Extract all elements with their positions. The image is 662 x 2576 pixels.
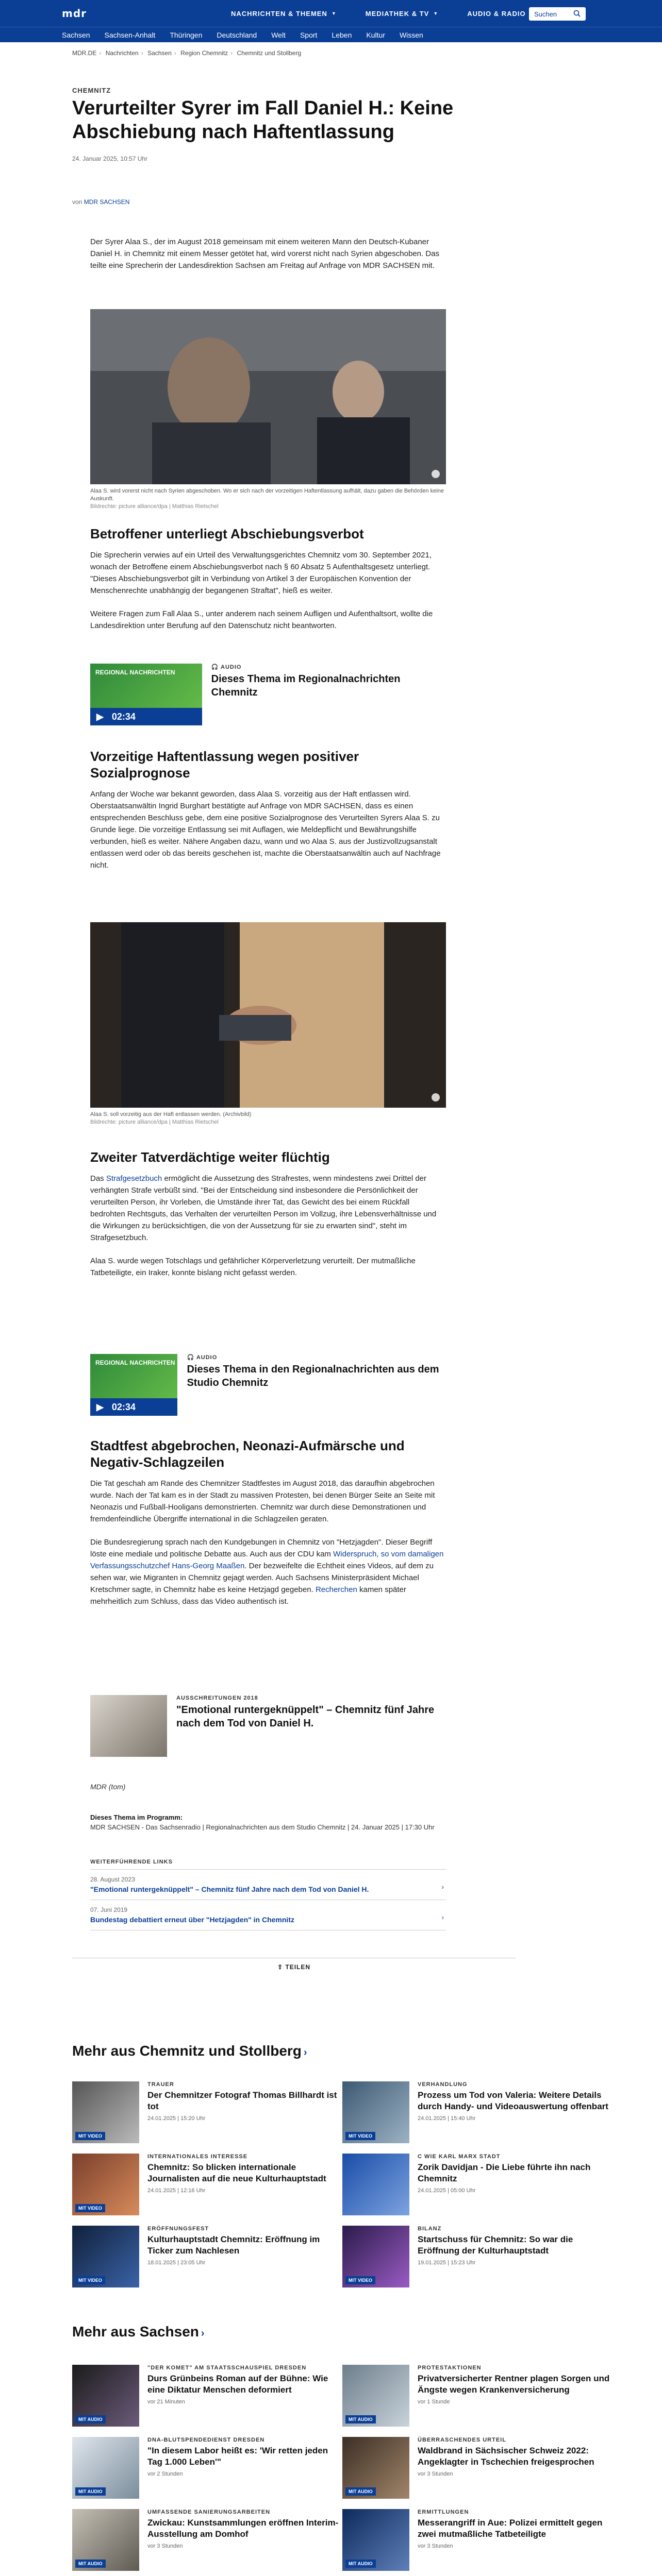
breadcrumb-item[interactable]: Sachsen bbox=[147, 49, 172, 57]
card-thumbnail[interactable] bbox=[342, 2437, 409, 2499]
card-meta bbox=[418, 2154, 610, 2215]
card-meta bbox=[418, 2081, 610, 2143]
paragraph bbox=[90, 1173, 446, 1244]
strafgesetzbuch-link[interactable]: Strafgesetzbuch bbox=[106, 1174, 162, 1183]
nav-kultur[interactable]: Kultur bbox=[366, 30, 385, 39]
program-text: MDR SACHSEN - Das Sachsenradio | Regionalnachrichten aus dem Studio Chemnitz | 24. Januar 2025 | 17:30 Uhr bbox=[90, 1823, 435, 1831]
audio-label-text: AUDIO bbox=[221, 664, 242, 670]
paragraph bbox=[90, 1536, 446, 1607]
card-date: vor 3 Stunden bbox=[418, 2543, 453, 2549]
lead-text: Der Syrer Alaa S., der im August 2018 gemeinsam mit einem weiteren Mann den Deutsch-Kubaner Daniel H. in Chemnitz mit einem Messer getötet hat, wird vorerst nicht nach Syrien abgeschoben. Das teilte eine Sprecherin der Landesdirektion Sachsen am Freitag auf Anfrage von MDR SACHSEN mit. bbox=[90, 238, 439, 270]
tab-label: MEDIATHEK & TV bbox=[365, 9, 429, 18]
media-badge: MIT VIDEO bbox=[75, 2276, 105, 2284]
section-heading: Betroffener unterliegt Abschiebungsverbot bbox=[90, 526, 364, 541]
arrow-right-icon: › bbox=[441, 1913, 444, 1921]
author-prefix: von bbox=[72, 198, 82, 206]
card-title[interactable]: Prozess um Tod von Valeria: Weitere Details durch Handy- und Videoauswertung offenbart bbox=[418, 2090, 608, 2111]
card-label: ERÖFFNUNGSFEST bbox=[147, 2226, 209, 2232]
card-label: ÜBERRASCHENDES URTEIL bbox=[418, 2437, 506, 2443]
card-meta bbox=[418, 2365, 610, 2427]
card-meta bbox=[147, 2365, 340, 2427]
article-image-2[interactable] bbox=[90, 922, 446, 1108]
main-nav bbox=[0, 27, 662, 42]
card-title[interactable]: "In diesem Labor heißt es: 'Wir retten jeden Tag 1.000 Leben'" bbox=[147, 2446, 328, 2467]
mdr-logo[interactable]: mdr bbox=[62, 7, 87, 20]
figure-2-caption bbox=[90, 1111, 446, 1126]
brand-tabs bbox=[217, 10, 550, 18]
audio-thumbnail[interactable] bbox=[90, 664, 202, 725]
audio-duration: 02:34 bbox=[111, 711, 136, 722]
media-badge: MIT VIDEO bbox=[345, 2132, 375, 2140]
paragraph: Die Tat geschah am Rande des Chemnitzer Stadtfestes im August 2018, das daraufhin abgebrochen wurde. Nach der Tat kam es in der Stadt zu massiven Protesten, bei denen Bürger Seite an Seite mit Neonazis und Fußball-Hooligans demonstrierten. Chemnitz war durch diese Demonstrationen und fremdenfeindliche Übergriffe international in die Schlagzeilen geraten. bbox=[90, 1479, 435, 1523]
breadcrumb-item[interactable]: MDR.DE bbox=[72, 49, 97, 57]
card-meta bbox=[147, 2226, 340, 2287]
related-title[interactable]: "Emotional runtergeknüppelt" – Chemnitz fünf Jahre nach dem Tod von Daniel H. bbox=[176, 1704, 435, 1729]
breadcrumb-current: Chemnitz und Stollberg bbox=[237, 49, 302, 57]
card-title[interactable]: Durs Grünbeins Roman auf der Bühne: Wie eine Diktatur Menschen deformiert bbox=[147, 2374, 328, 2395]
card-title[interactable]: Zwickau: Kunstsammlungen eröffnen Interim-Ausstellung am Domhof bbox=[147, 2518, 339, 2539]
card-label: "DER KOMET" AM STAATSSCHAUSPIEL DRESDEN bbox=[147, 2365, 307, 2371]
section-1 bbox=[90, 526, 446, 632]
source-text: MDR (tom) bbox=[90, 1783, 126, 1791]
card-thumbnail[interactable] bbox=[72, 2365, 139, 2427]
photo-defendant-icon bbox=[90, 309, 446, 484]
chevron-right-icon: › bbox=[201, 2328, 205, 2339]
card-thumbnail[interactable] bbox=[72, 2437, 139, 2499]
audio-meta bbox=[187, 1354, 446, 1416]
media-badge: MIT AUDIO bbox=[75, 2487, 106, 2496]
author-link[interactable]: MDR SACHSEN bbox=[84, 198, 130, 206]
card-title[interactable]: Waldbrand in Sächsischer Schweiz 2022: Angeklagter in Tschechien freigesprochen bbox=[418, 2446, 594, 2467]
card-meta bbox=[147, 2154, 340, 2215]
teaser-card[interactable] bbox=[342, 2226, 610, 2287]
audio-title[interactable]: Dieses Thema in den Regionalnachrichten aus dem Studio Chemnitz bbox=[187, 1364, 439, 1388]
card-thumbnail[interactable] bbox=[342, 2081, 409, 2143]
card-thumbnail[interactable] bbox=[72, 2081, 139, 2143]
related-meta bbox=[176, 1695, 446, 1757]
nav-wissen[interactable]: Wissen bbox=[399, 30, 423, 39]
further-heading: WEITERFÜHRENDE LINKS bbox=[90, 1859, 446, 1870]
more-sachsen-title[interactable] bbox=[72, 2324, 205, 2340]
nav-welt[interactable]: Welt bbox=[271, 30, 286, 39]
audio-meta bbox=[211, 664, 446, 725]
teaser-card[interactable] bbox=[72, 2509, 340, 2571]
link-date: 07. Juni 2019 bbox=[90, 1906, 128, 1913]
nav-sachsen[interactable]: Sachsen bbox=[62, 30, 90, 39]
breadcrumb-separator-icon: › bbox=[99, 49, 102, 57]
article-kicker: CHEMNITZ bbox=[72, 87, 111, 94]
card-date: vor 3 Stunden bbox=[147, 2543, 183, 2549]
card-meta bbox=[418, 2437, 610, 2499]
article-header bbox=[72, 87, 516, 206]
further-links bbox=[90, 1859, 446, 1930]
card-label: C WIE KARL MARX STADT bbox=[418, 2154, 501, 2160]
card-label: DNA-BLUTSPENDEDIENST DRESDEN bbox=[147, 2437, 265, 2443]
card-date: 24.01.2025 | 15:40 Uhr bbox=[418, 2115, 476, 2122]
section-3 bbox=[90, 1149, 446, 1279]
section-heading: Zweiter Tatverdächtige weiter flüchtig bbox=[90, 1149, 330, 1165]
audio-label bbox=[211, 664, 446, 670]
nav-sport[interactable]: Sport bbox=[300, 30, 318, 39]
card-date: 24.01.2025 | 15:20 Uhr bbox=[147, 2115, 206, 2122]
figure-1 bbox=[90, 309, 446, 511]
source-note bbox=[90, 1783, 446, 1791]
card-title[interactable]: Der Chemnitzer Fotograf Thomas Billhardt ist tot bbox=[147, 2090, 337, 2111]
media-badge: MIT VIDEO bbox=[75, 2204, 105, 2212]
card-date: vor 3 Stunden bbox=[418, 2471, 453, 2477]
link-date: 28. August 2023 bbox=[90, 1876, 135, 1883]
card-thumbnail[interactable] bbox=[342, 2154, 409, 2215]
maassen-link[interactable]: Widerspruch, so vom damaligen Verfassungsschutzchef Hans-Georg Maaßen bbox=[90, 1550, 444, 1570]
card-date: 24.01.2025 | 05:00 Uhr bbox=[418, 2188, 476, 2194]
teaser-card[interactable] bbox=[72, 2154, 340, 2215]
audio-label bbox=[187, 1354, 446, 1361]
paragraph: Alaa S. wurde wegen Totschlags und gefährlicher Körperverletzung verurteilt. Der mutmaßliche Tatbeteiligte, ein Iraker, konnte bislang nicht gefasst werden. bbox=[90, 1257, 416, 1277]
audio-player-bar[interactable] bbox=[90, 708, 202, 725]
card-label: ERMITTLUNGEN bbox=[418, 2509, 469, 2515]
teaser-card[interactable] bbox=[342, 2365, 610, 2427]
breadcrumb-separator-icon: › bbox=[141, 49, 143, 57]
recherchen-link[interactable]: Recherchen bbox=[315, 1585, 357, 1594]
teaser-card[interactable] bbox=[72, 2081, 340, 2143]
share-row bbox=[72, 1958, 516, 1971]
share-label: TEILEN bbox=[285, 1963, 311, 1971]
media-badge: MIT VIDEO bbox=[345, 2276, 375, 2284]
more-chemnitz-title[interactable] bbox=[72, 2043, 307, 2059]
share-icon: ⇪ bbox=[277, 1963, 284, 1971]
search-button[interactable] bbox=[529, 7, 586, 21]
card-thumbnail[interactable] bbox=[72, 2154, 139, 2215]
card-meta bbox=[418, 2226, 610, 2287]
paragraph: Anfang der Woche war bekannt geworden, dass Alaa S. vorzeitig aus der Haft entlassen wird. Oberstaatsanwältin Ingrid Burghart bestätigte auf Anfrage von MDR SACHSEN, dass es einen entsprechenden Beschluss gebe, dem eine positive Sozialprognose des Verurteilten Syrers Alaa S. zu Grunde liege. Die vorzeitige Entlassung sei mit Auflagen, wie Meldepflicht und Bewährungshilfe verbunden, hieß es weiter. Nähere Angaben dazu, wann und wo Alaa S. aus der Justizvollzugsanstalt entlassen werd oder ob das bereits geschehen ist, machte die Oberstaatsanwältin auch auf Nachfrage nicht. bbox=[90, 790, 441, 870]
program-box bbox=[90, 1812, 446, 1832]
tab-mediathek[interactable] bbox=[351, 10, 453, 18]
breadcrumb-item[interactable]: Nachrichten bbox=[105, 49, 139, 57]
figure-2 bbox=[90, 922, 446, 1126]
program-heading: Dieses Thema im Programm: bbox=[90, 1814, 183, 1821]
nav-deutschland[interactable]: Deutschland bbox=[217, 30, 257, 39]
audio-player-bar[interactable] bbox=[90, 1398, 177, 1416]
arrow-right-icon: › bbox=[441, 1883, 444, 1891]
article-date: 24. Januar 2025, 10:57 Uhr bbox=[72, 155, 148, 162]
breadcrumb-item[interactable]: Region Chemnitz bbox=[180, 49, 228, 57]
card-label: UMFASSENDE SANIERUNGSARBEITEN bbox=[147, 2509, 271, 2515]
text: kamen später mehrheitlich zum Schluss, dass das Video authentisch ist. bbox=[90, 1585, 406, 1606]
card-label: PROTESTAKTIONEN bbox=[418, 2365, 482, 2371]
card-title[interactable]: Startschuss für Chemnitz: So war die Eröffnung der Kulturhauptstadt bbox=[418, 2234, 573, 2256]
article-title: Verurteilter Syrer im Fall Daniel H.: Keine Abschiebung nach Haftentlassung bbox=[72, 97, 454, 143]
teaser-card[interactable] bbox=[72, 2365, 340, 2427]
figure-1-caption bbox=[90, 487, 446, 511]
related-teaser[interactable] bbox=[90, 1695, 446, 1757]
section-title-text: Mehr aus Chemnitz und Stollberg bbox=[72, 2043, 302, 2059]
link-title[interactable]: Bundestag debattiert erneut über "Hetzjagden" in Chemnitz bbox=[90, 1916, 294, 1924]
card-title[interactable]: Chemnitz: So blicken internationale Journalisten auf die neue Kulturhauptstadt bbox=[147, 2162, 326, 2183]
nav-thueringen[interactable]: Thüringen bbox=[170, 30, 203, 39]
thumb-tag: REGIONAL NACHRICHTEN bbox=[95, 1359, 175, 1366]
play-icon[interactable]: ▶ bbox=[96, 1401, 104, 1412]
card-date: vor 1 Stunde bbox=[418, 2399, 450, 2405]
card-label: VERHANDLUNG bbox=[418, 2081, 468, 2088]
text: Die Bundesregierung sprach nach den Kundgebungen in Chemnitz von "Hetzjagden". Dieser Begriff löste eine mediale und politische Debatte aus. Auch aus der CDU kam bbox=[90, 1538, 433, 1558]
headphones-icon: 🎧 bbox=[211, 664, 219, 670]
link-title[interactable]: "Emotional runtergeknüppelt" – Chemnitz fünf Jahre nach dem Tod von Daniel H. bbox=[90, 1885, 369, 1893]
card-thumbnail[interactable] bbox=[342, 2509, 409, 2571]
section-2 bbox=[90, 748, 446, 871]
teaser-card[interactable] bbox=[72, 2226, 340, 2287]
card-date: 18.01.2025 | 23:05 Uhr bbox=[147, 2260, 206, 2266]
caption-credit: Bildrechte: picture alliance/dpa | Matthias Rietschel bbox=[90, 503, 219, 510]
chevron-right-icon: › bbox=[303, 2047, 307, 2058]
media-badge: MIT AUDIO bbox=[345, 2415, 376, 2424]
article-lead bbox=[90, 236, 446, 272]
card-title[interactable]: Privatversicherter Rentner plagen Sorgen und Ängste wegen Krankenversicherung bbox=[418, 2374, 610, 2395]
audio-title[interactable]: Dieses Thema im Regionalnachrichten Chemnitz bbox=[211, 673, 401, 698]
media-badge: MIT VIDEO bbox=[75, 2132, 105, 2140]
paragraph: Weitere Fragen zum Fall Alaa S., unter anderem nach seinem Aufligen und Aufenthaltsort, wollte die Landesdirektion unter Berufung auf den Datenschutz nicht beantworten. bbox=[90, 609, 433, 630]
card-meta bbox=[147, 2437, 340, 2499]
nav-sachsen-anhalt[interactable]: Sachsen-Anhalt bbox=[104, 30, 156, 39]
card-meta bbox=[418, 2509, 610, 2571]
teaser-card[interactable] bbox=[342, 2081, 610, 2143]
photo-handcuffs-icon bbox=[90, 922, 446, 1108]
media-badge: MIT AUDIO bbox=[75, 2415, 106, 2424]
card-thumbnail[interactable] bbox=[342, 2226, 409, 2287]
teaser-card[interactable] bbox=[342, 2437, 610, 2499]
article-author bbox=[72, 198, 516, 206]
caption-text: Alaa S. wird vorerst nicht nach Syrien abgeschoben. Wo er sich nach der vorzeitigen Haftentlassung aufhält, dazu gaben die Behörden keine Auskunft. bbox=[90, 488, 444, 502]
breadcrumb-separator-icon: › bbox=[174, 49, 176, 57]
tab-label: NACHRICHTEN & THEMEN bbox=[231, 9, 327, 18]
card-label: INTERNATIONALES INTERESSE bbox=[147, 2154, 248, 2160]
headphones-icon: 🎧 bbox=[187, 1354, 195, 1361]
thumb-tag: REGIONAL NACHRICHTEN bbox=[95, 669, 175, 676]
audio-label-text: AUDIO bbox=[196, 1354, 218, 1361]
card-title[interactable]: Kulturhauptstadt Chemnitz: Eröffnung im Ticker zum Nachlesen bbox=[147, 2234, 320, 2256]
tab-nachrichten[interactable] bbox=[217, 10, 351, 18]
card-thumbnail[interactable] bbox=[72, 2509, 139, 2571]
card-label: BILANZ bbox=[418, 2226, 442, 2232]
tab-label: AUDIO & RADIO bbox=[467, 9, 526, 18]
further-link-item[interactable] bbox=[90, 1870, 446, 1900]
caption-text: Alaa S. soll vorzeitig aus der Haft entlassen werden. (Archivbild) bbox=[90, 1111, 252, 1117]
card-date: 19.01.2025 | 15:23 Uhr bbox=[418, 2260, 476, 2266]
further-link-item[interactable] bbox=[90, 1900, 446, 1930]
chevron-down-icon: ▼ bbox=[433, 11, 439, 16]
card-thumbnail[interactable] bbox=[72, 2226, 139, 2287]
teaser-card[interactable] bbox=[342, 2509, 610, 2571]
media-badge: MIT AUDIO bbox=[345, 2560, 376, 2568]
card-date: vor 21 Minuten bbox=[147, 2399, 185, 2405]
paragraph: Die Sprecherin verwies auf ein Urteil des Verwaltungsgerichtes Chemnitz vom 30. September 2021, wonach der Betroffene einem Abschiebungsverbot nach § 60 Absatz 5 Aufenthaltsgesetz unterliegt. "Dieses Abschiebungsverbot gilt in Verbindung von Artikel 3 der Europäischen Konvention der Menschenrechte unabhängig der begangenen Straftat", hieß es weiter. bbox=[90, 551, 432, 595]
audio-duration: 02:34 bbox=[111, 1401, 136, 1412]
search-label: Suchen bbox=[534, 10, 557, 18]
card-title[interactable]: Messerangriff in Aue: Polizei ermittelt gegen zwei mutmaßliche Tatbeteiligte bbox=[418, 2518, 603, 2539]
text: ermöglicht die Aussetzung des Strafrestes, wenn mindestens zwei Drittel der verhängten Strafe verbüßt sind. "Bei der Entscheidung sind insbesondere die Persönlichkeit der verurteilten Person, ihr Vorleben, die Umstände ihrer Tat, das Gewicht des bei einem Rückfall bedrohten Rechtsguts, das Verhalten der verurteilten Person im Vollzug, ihre Lebensverhältnisse und die Wirkungen zu berücksichtigen, die von der Aussetzung für sie zu erwarten sind", steht im Strafgesetzbuch. bbox=[90, 1174, 437, 1242]
audio-teaser-2[interactable] bbox=[90, 1354, 446, 1416]
card-date: 24.01.2025 | 12:16 Uhr bbox=[147, 2188, 206, 2194]
text: . Der bezweifelte die Echtheit eines Videos, auf dem zu sehen war, wie Migranten in Chemnitz gejagt werden. Auch Sachsens Ministerpräsident Michael Kretschmer sagte, in Chemnitz habe es keine Hetzjagd gegeben. bbox=[90, 1562, 434, 1594]
text: Das bbox=[90, 1174, 104, 1183]
card-thumbnail[interactable] bbox=[342, 2365, 409, 2427]
section-4 bbox=[90, 1437, 446, 1607]
media-badge: MIT AUDIO bbox=[345, 2487, 376, 2496]
play-icon[interactable]: ▶ bbox=[96, 711, 104, 722]
caption-credit: Bildrechte: picture alliance/dpa | Matthias Rietschel bbox=[90, 1119, 219, 1125]
teaser-card[interactable] bbox=[72, 2437, 340, 2499]
related-thumbnail[interactable] bbox=[90, 1695, 167, 1757]
audio-thumbnail[interactable] bbox=[90, 1354, 177, 1416]
share-button[interactable] bbox=[72, 1963, 516, 1971]
card-meta bbox=[147, 2509, 340, 2571]
card-label: TRAUER bbox=[147, 2081, 174, 2088]
teaser-card[interactable] bbox=[342, 2154, 610, 2215]
card-title[interactable]: Zorik Davidjan - Die Liebe führte ihn nach Chemnitz bbox=[418, 2162, 591, 2183]
chevron-down-icon: ▼ bbox=[331, 11, 337, 16]
media-badge: MIT AUDIO bbox=[75, 2560, 106, 2568]
audio-teaser-1[interactable] bbox=[90, 664, 446, 725]
section-title-text: Mehr aus Sachsen bbox=[72, 2324, 199, 2340]
article-image-1[interactable] bbox=[90, 309, 446, 484]
section-heading: Stadtfest abgebrochen, Neonazi-Aufmärsche und Negativ-Schlagzeilen bbox=[90, 1438, 405, 1470]
related-label: AUSSCHREITUNGEN 2018 bbox=[176, 1695, 258, 1701]
card-meta bbox=[147, 2081, 340, 2143]
breadcrumb-separator-icon: › bbox=[230, 49, 233, 57]
search-icon bbox=[573, 10, 581, 19]
section-heading: Vorzeitige Haftentlassung wegen positiver Sozialprognose bbox=[90, 749, 359, 781]
nav-leben[interactable]: Leben bbox=[332, 30, 352, 39]
breadcrumb bbox=[0, 49, 662, 57]
card-date: vor 2 Stunden bbox=[147, 2471, 183, 2477]
